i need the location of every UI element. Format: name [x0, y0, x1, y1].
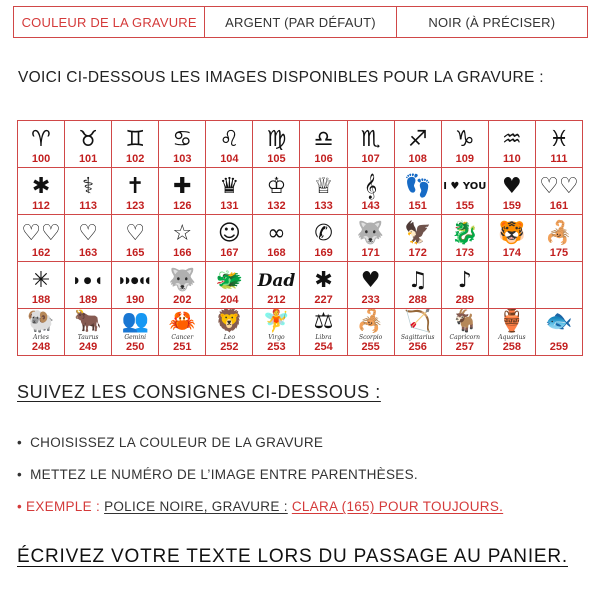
image-number: 258: [502, 341, 522, 353]
image-number: 101: [78, 153, 98, 165]
image-cell-259: [536, 309, 583, 356]
double-heart-outline-icon: ♡♡: [21, 221, 61, 246]
image-cell-112: [18, 168, 65, 215]
image-cell-248: [18, 309, 65, 356]
baby-feet-icon: 👣: [403, 174, 432, 199]
image-cell-151: [395, 168, 442, 215]
zodiac-name-label: Gemini: [124, 334, 147, 341]
example-font-part: POLICE NOIRE, GRAVURE :: [104, 499, 288, 514]
zodiac-name-label: Aries: [33, 334, 49, 341]
treble-clef-icon: 𝄞: [364, 174, 378, 199]
image-cell-131: [206, 168, 253, 215]
image-number: 143: [361, 200, 380, 212]
i-love-you-icon: I ♥ YOU: [443, 181, 487, 192]
dragon-tribal-icon: 🐉: [451, 221, 479, 246]
instruction-choose-color: [17, 433, 587, 465]
image-number: 173: [455, 247, 474, 259]
image-cell-155: [442, 168, 489, 215]
sagittarius-icon: ♐: [407, 127, 428, 152]
image-number: 288: [408, 294, 427, 306]
heart-outline-icon: ♡: [125, 221, 146, 246]
cross-icon: ✝: [125, 174, 145, 199]
taurus-icon: ♉: [78, 127, 98, 152]
image-cell-168: [253, 215, 300, 262]
image-number: 102: [126, 153, 145, 165]
image-cell-288: [395, 262, 442, 309]
zodiac-name-label: Aquarius: [498, 334, 526, 341]
image-number: 289: [455, 294, 474, 306]
image-cell-143: [348, 168, 395, 215]
image-cell-113: [65, 168, 112, 215]
image-cell-empty: [489, 262, 536, 309]
image-number: 168: [267, 247, 286, 259]
image-cell-254: [300, 309, 347, 356]
image-number: 189: [78, 294, 98, 306]
libra-icon: ♎: [313, 127, 334, 152]
image-cell-190: [112, 262, 159, 309]
image-number: 249: [78, 341, 98, 353]
capricorn-figure-icon: 🐐: [451, 309, 479, 334]
image-number: 106: [314, 153, 333, 165]
color-option-black[interactable]: NOIR (À PRÉCISER): [396, 7, 587, 37]
zodiac-name-label: Virgo: [268, 334, 285, 341]
image-cell-172: [395, 215, 442, 262]
moon-phases-icon: ◗ ● ◖: [74, 276, 103, 286]
tiara-icon: ♕: [313, 174, 334, 199]
smiley-icon: ☺: [217, 221, 241, 246]
image-number: 169: [314, 247, 333, 259]
image-cell-202: [159, 262, 206, 309]
sagittarius-figure-icon: 🏹: [403, 309, 432, 334]
pisces-figure-icon: 🐟: [545, 309, 573, 334]
star-of-life-outline-icon: ✳: [31, 268, 51, 293]
image-number: 100: [31, 153, 51, 165]
image-cell-188: [18, 262, 65, 309]
image-cell-204: [206, 262, 253, 309]
image-number: 204: [220, 294, 239, 306]
scorpion-icon: 🦂: [545, 221, 573, 246]
image-number: 131: [220, 200, 239, 212]
image-cell-233: [348, 262, 395, 309]
image-number: 171: [361, 247, 380, 259]
image-cell-167: [206, 215, 253, 262]
image-cell-126: [159, 168, 206, 215]
image-cell-109: [442, 121, 489, 168]
image-number: 167: [220, 247, 239, 259]
gemini-figure-icon: 👥: [121, 309, 149, 334]
image-number: 162: [31, 247, 51, 259]
star-of-life-icon: ✱: [31, 174, 51, 199]
instruction-image-number: [17, 465, 587, 497]
image-cell-289: [442, 262, 489, 309]
image-cell-251: [159, 309, 206, 356]
image-cell-107: [348, 121, 395, 168]
infinity-icon: ∞: [267, 221, 286, 246]
image-number: 233: [361, 294, 380, 306]
image-number: 172: [408, 247, 427, 259]
instruction-text: CHOISISSEZ LA COULEUR DE LA GRAVURE: [30, 435, 324, 450]
bullet: •: [17, 435, 23, 450]
image-cell-169: [300, 215, 347, 262]
crown-icon: ♛: [219, 174, 240, 199]
cart-instruction-footer: ÉCRIVEZ VOTRE TEXTE LORS DU PASSAGE AU PANIER.: [17, 546, 568, 567]
wolf-head-icon: 🐺: [168, 268, 196, 293]
libra-figure-icon: ⚖: [313, 309, 334, 334]
image-cell-250: [112, 309, 159, 356]
image-number: 212: [267, 294, 286, 306]
virgo-figure-icon: 🧚: [262, 309, 291, 334]
eagle-icon: 🦅: [403, 221, 432, 246]
image-number: 132: [267, 200, 286, 212]
image-number: 108: [408, 153, 427, 165]
image-number: 123: [126, 200, 145, 212]
instructions-title: SUIVEZ LES CONSIGNES CI-DESSOUS :: [17, 382, 381, 402]
caduceus-icon: ⚕: [82, 174, 95, 199]
image-cell-108: [395, 121, 442, 168]
image-number: 254: [314, 341, 333, 353]
image-number: 248: [31, 341, 51, 353]
image-cell-257: [442, 309, 489, 356]
zodiac-name-label: Libra: [315, 334, 332, 341]
cancer-icon: ♋: [172, 127, 193, 152]
image-number: 103: [173, 153, 192, 165]
pisces-icon: ♓: [549, 127, 569, 152]
engraving-color-table: [13, 6, 588, 38]
image-cell-175: [536, 215, 583, 262]
instruction-text: METTEZ LE NUMÉRO DE L’IMAGE ENTRE PARENTHÈSES.: [30, 467, 418, 482]
image-number: 105: [267, 153, 286, 165]
bullet: •: [17, 467, 23, 482]
star-outline-icon: ☆: [172, 221, 193, 246]
image-cell-163: [65, 215, 112, 262]
zodiac-name-label: Leo: [223, 334, 235, 341]
moon-phases-small-icon: ◗◗●◖◖: [119, 276, 152, 286]
image-cell-173: [442, 215, 489, 262]
images-intro-text: VOICI CI-DESSOUS LES IMAGES DISPONIBLES POUR LA GRAVURE :: [18, 69, 544, 86]
image-number: 252: [220, 341, 239, 353]
image-cell-101: [65, 121, 112, 168]
image-number: 161: [549, 200, 569, 212]
image-number: 190: [126, 294, 145, 306]
image-number: 202: [173, 294, 192, 306]
scorpio-icon: ♏: [360, 127, 381, 152]
image-number: 111: [550, 153, 568, 165]
image-cell-212: [253, 262, 300, 309]
image-number: 251: [173, 341, 192, 353]
image-number: 188: [31, 294, 51, 306]
zodiac-name-label: Cancer: [171, 334, 194, 341]
image-cell-106: [300, 121, 347, 168]
gemini-icon: ♊: [125, 127, 146, 152]
image-cell-132: [253, 168, 300, 215]
two-hearts-outline-icon: ♡♡: [539, 174, 579, 199]
crown-outline-icon: ♔: [266, 174, 287, 199]
music-notes-icon: ♫: [407, 268, 428, 293]
image-number: 256: [408, 341, 427, 353]
heart-arrow-icon: ♡: [78, 221, 98, 246]
image-number: 253: [267, 341, 286, 353]
image-cell-227: [300, 262, 347, 309]
color-option-silver[interactable]: ARGENT (PAR DÉFAUT): [204, 7, 395, 37]
image-cell-104: [206, 121, 253, 168]
virgo-icon: ♍: [266, 127, 287, 152]
taurus-figure-icon: 🐂: [74, 309, 102, 334]
image-cell-161: [536, 168, 583, 215]
image-number: 109: [455, 153, 474, 165]
cancer-figure-icon: 🦀: [168, 309, 196, 334]
image-cell-171: [348, 215, 395, 262]
zodiac-name-label: Capricorn: [449, 334, 481, 341]
image-cell-249: [65, 309, 112, 356]
image-number: 175: [549, 247, 569, 259]
latin-cross-icon: ✚: [173, 174, 192, 199]
image-number: 151: [408, 200, 427, 212]
image-cell-165: [112, 215, 159, 262]
aries-icon: ♈: [31, 127, 51, 152]
image-number: 259: [549, 341, 569, 353]
image-cell-100: [18, 121, 65, 168]
image-cell-258: [489, 309, 536, 356]
image-number: 159: [502, 200, 522, 212]
image-number: 107: [361, 153, 380, 165]
image-number: 165: [126, 247, 145, 259]
image-cell-105: [253, 121, 300, 168]
music-note-icon: ♪: [457, 268, 472, 293]
image-cell-123: [112, 168, 159, 215]
zodiac-name-label: Scorpio: [358, 334, 383, 341]
image-number: 250: [126, 341, 145, 353]
engraving-color-header: COULEUR DE LA GRAVURE: [21, 14, 197, 30]
image-cell-162: [18, 215, 65, 262]
image-cell-empty: [536, 262, 583, 309]
image-number: 112: [32, 200, 50, 212]
image-number: 113: [79, 200, 97, 212]
image-number: 104: [220, 153, 239, 165]
tiger-icon: 🐯: [498, 221, 526, 246]
image-number: 126: [173, 200, 192, 212]
bullet: •: [17, 499, 23, 514]
image-cell-253: [253, 309, 300, 356]
leo-icon: ♌: [219, 127, 240, 152]
dragon-icon: 🐲: [215, 268, 244, 293]
image-number: 155: [455, 200, 474, 212]
leo-figure-icon: 🦁: [215, 309, 244, 334]
image-cell-102: [112, 121, 159, 168]
wolf-icon: 🐺: [356, 221, 385, 246]
aries-figure-icon: 🐏: [27, 309, 55, 334]
scorpio-figure-icon: 🦂: [356, 309, 385, 334]
image-cell-111: [536, 121, 583, 168]
example-label: EXEMPLE :: [26, 499, 101, 514]
image-number: 110: [502, 153, 521, 165]
aquarius-figure-icon: 🏺: [498, 309, 526, 334]
capricorn-icon: ♑: [454, 127, 475, 152]
image-number: 133: [314, 200, 333, 212]
heart-swirl-icon: ♥: [502, 174, 522, 199]
image-number: 174: [502, 247, 522, 259]
phone-icon: ✆: [314, 221, 333, 246]
dad-text-icon: Dad: [257, 271, 296, 291]
image-number: 227: [314, 294, 333, 306]
engraving-images-grid: [17, 120, 583, 356]
image-cell-133: [300, 168, 347, 215]
image-number: 257: [455, 341, 474, 353]
aquarius-icon: ♒: [502, 127, 522, 152]
image-cell-252: [206, 309, 253, 356]
image-cell-103: [159, 121, 206, 168]
example-engraving-part: CLARA (165) POUR TOUJOURS.: [291, 499, 504, 514]
image-cell-110: [489, 121, 536, 168]
image-cell-166: [159, 215, 206, 262]
image-number: 163: [78, 247, 98, 259]
image-number: 255: [361, 341, 380, 353]
zodiac-name-label: Sagittarius: [400, 334, 435, 341]
heart-filled-icon: ♥: [360, 268, 381, 293]
image-cell-189: [65, 262, 112, 309]
image-cell-255: [348, 309, 395, 356]
instructions-list: [17, 433, 587, 529]
image-cell-159: [489, 168, 536, 215]
image-number: 166: [173, 247, 192, 259]
instruction-example: [17, 497, 587, 529]
zodiac-name-label: Taurus: [77, 334, 99, 341]
medical-star-icon: ✱: [314, 268, 333, 293]
image-cell-174: [489, 215, 536, 262]
image-cell-256: [395, 309, 442, 356]
